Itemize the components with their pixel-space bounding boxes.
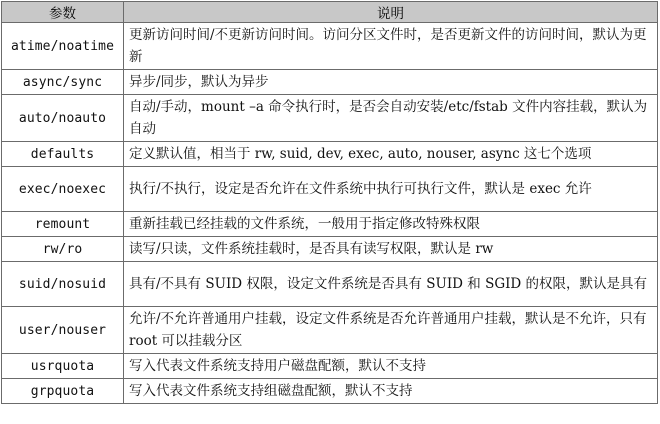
header-row: [2, 2, 658, 23]
option-cell: async/sync: [2, 70, 124, 95]
mount-options-table: [1, 1, 658, 404]
description-cell: 允许/不允许普通用户挂载，设定文件系统是否允许普通用户挂载，默认是不允许，只有 root 可以挂载分区: [124, 307, 658, 354]
table-row: [2, 354, 658, 379]
option-cell: usrquota: [2, 354, 124, 379]
description-cell: 执行/不执行，设定是否允许在文件系统中执行可执行文件，默认是 exec 允许: [124, 167, 658, 212]
mount-options-table-wrapper: [1, 1, 658, 404]
table-row: [2, 212, 658, 237]
table-row: [2, 23, 658, 70]
option-cell: exec/noexec: [2, 167, 124, 212]
description-cell: 自动/手动，mount –a 命令执行时，是否会自动安装/etc/fstab 文件内容挂载，默认为自动: [124, 95, 658, 142]
option-cell: suid/nosuid: [2, 262, 124, 307]
table-row: [2, 262, 658, 307]
table-row: [2, 307, 658, 354]
table-row: [2, 142, 658, 167]
option-cell: rw/ro: [2, 237, 124, 262]
option-cell: atime/noatime: [2, 23, 124, 70]
column-header-parameter: 参数: [2, 2, 124, 23]
table-header: [2, 2, 658, 23]
option-cell: user/nouser: [2, 307, 124, 354]
description-cell: 写入代表文件系统支持组磁盘配额，默认不支持: [124, 379, 658, 404]
option-cell: remount: [2, 212, 124, 237]
description-cell: 写入代表文件系统支持用户磁盘配额，默认不支持: [124, 354, 658, 379]
description-cell: 具有/不具有 SUID 权限，设定文件系统是否具有 SUID 和 SGID 的权限，默认是具有: [124, 262, 658, 307]
column-header-description: 说明: [124, 2, 658, 23]
table-row: [2, 167, 658, 212]
description-cell: 读写/只读，文件系统挂载时，是否具有读写权限，默认是 rw: [124, 237, 658, 262]
table-row: [2, 237, 658, 262]
description-cell: 重新挂载已经挂载的文件系统，一般用于指定修改特殊权限: [124, 212, 658, 237]
description-cell: 更新访问时间/不更新访问时间。访问分区文件时，是否更新文件的访问时间，默认为更新: [124, 23, 658, 70]
table-row: [2, 379, 658, 404]
option-cell: auto/noauto: [2, 95, 124, 142]
table-body: [2, 23, 658, 404]
description-cell: 定义默认值，相当于 rw, suid, dev, exec, auto, nouser, async 这七个选项: [124, 142, 658, 167]
description-cell: 异步/同步，默认为异步: [124, 70, 658, 95]
option-cell: grpquota: [2, 379, 124, 404]
table-row: [2, 95, 658, 142]
option-cell: defaults: [2, 142, 124, 167]
table-row: [2, 70, 658, 95]
